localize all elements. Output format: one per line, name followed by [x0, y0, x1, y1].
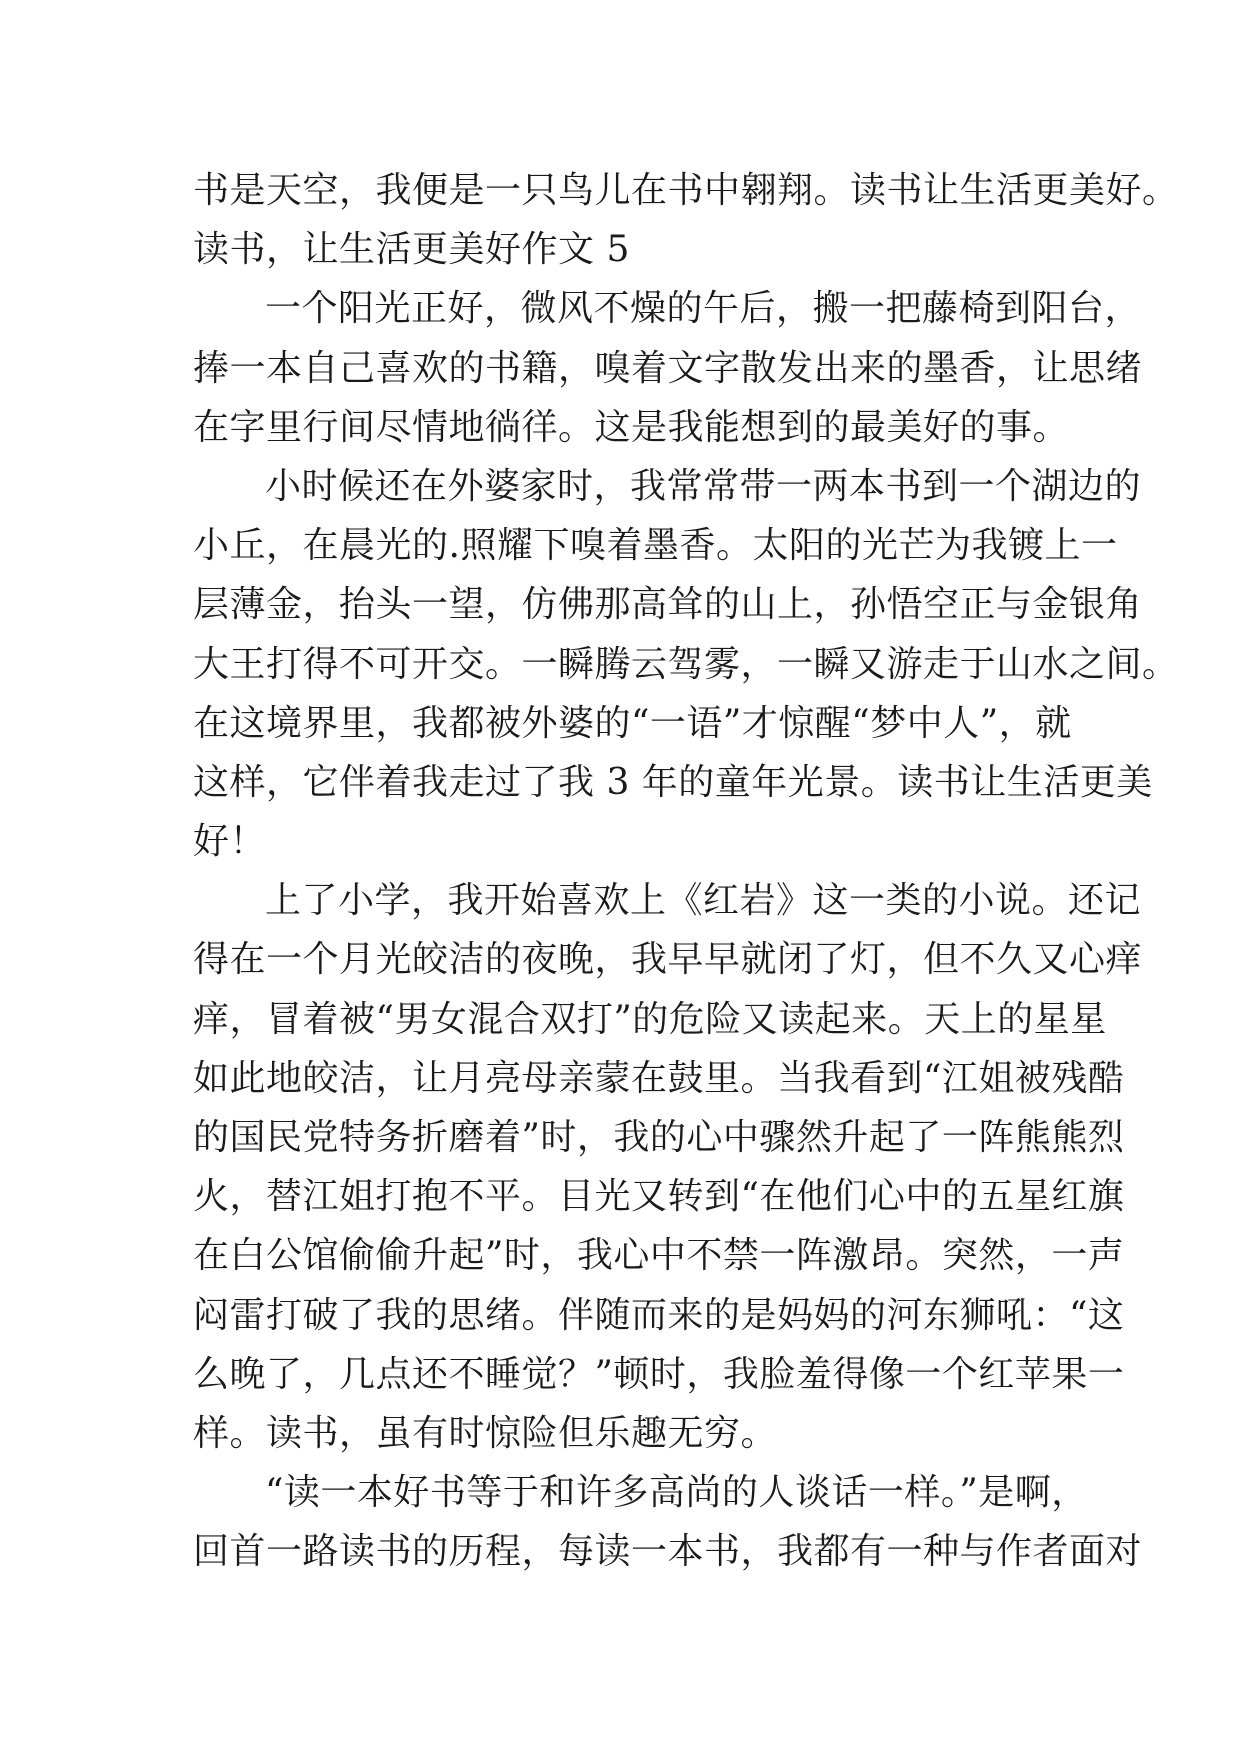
paragraph-start-line: 小时候还在外婆家时，我常常带一两本书到一个湖边的 — [265, 465, 1142, 507]
text-line: 么晚了，几点还不睡觉？”顿时，我脸羞得像一个红苹果一 — [193, 1353, 1125, 1395]
text-line: 书是天空，我便是一只鸟儿在书中翱翔。读书让生活更美好。 — [193, 170, 1179, 211]
paragraph-start-line: “读一本好书等于和许多高尚的人谈话一样。”是啊， — [265, 1472, 1088, 1514]
text-line: 的国民党特务折磨着”时，我的心中骤然升起了一阵熊熊烈 — [193, 1117, 1125, 1158]
text-line: 层薄金，抬头一望，仿佛那高耸的山上，孙悟空正与金银角 — [193, 584, 1143, 626]
text-line: 如此地皎洁，让月亮母亲蒙在鼓里。当我看到“江姐被残酷 — [193, 1057, 1125, 1099]
paragraph-start-line: 一个阳光正好，微风不燥的午后，搬一把藤椅到阳台， — [265, 288, 1142, 330]
text-line: 捧一本自己喜欢的书籍，嗅着文字散发出来的墨香，让思绪 — [193, 347, 1143, 389]
text-line: 这样，它伴着我走过了我 3 年的童年光景。读书让生活更美 — [193, 761, 1153, 803]
paragraph-start-line: 上了小学，我开始喜欢上《红岩》这一类的小说。还记 — [265, 880, 1142, 922]
text-line: 小丘，在晨光的.照耀下嗅着墨香。太阳的光芒为我镀上一 — [193, 525, 1118, 567]
document-body — [193, 161, 1179, 1582]
text-line: 回首一路读书的历程，每读一本书，我都有一种与作者面对 — [193, 1531, 1143, 1573]
text-line: 样。读书，虽有时惊险但乐趣无穷。 — [193, 1412, 778, 1454]
text-line: 在白公馆偷偷升起”时，我心中不禁一阵激昂。突然，一声 — [193, 1235, 1125, 1277]
text-line: 大王打得不可开交。一瞬腾云驾雾，一瞬又游走于山水之间。 — [193, 643, 1179, 685]
text-line: 在字里行间尽情地徜徉。这是我能想到的最美好的事。 — [193, 406, 1070, 448]
text-line: 闷雷打破了我的思绪。伴随而来的是妈妈的河东狮吼：“这 — [193, 1294, 1125, 1336]
text-line: 得在一个月光皎洁的夜晚，我早早就闭了灯，但不久又心痒 — [193, 939, 1143, 981]
text-line: 好！ — [193, 821, 267, 863]
text-line: 痒，冒着被“男女混合双打”的危险又读起来。天上的星星 — [193, 998, 1107, 1040]
text-line: 火，替江姐打抱不平。目光又转到“在他们心中的五星红旗 — [193, 1176, 1125, 1218]
section-title: 读书，让生活更美好作文 5 — [193, 229, 630, 271]
text-line: 在这境界里，我都被外婆的“一语”才惊醒“梦中人”，就 — [193, 702, 1072, 744]
